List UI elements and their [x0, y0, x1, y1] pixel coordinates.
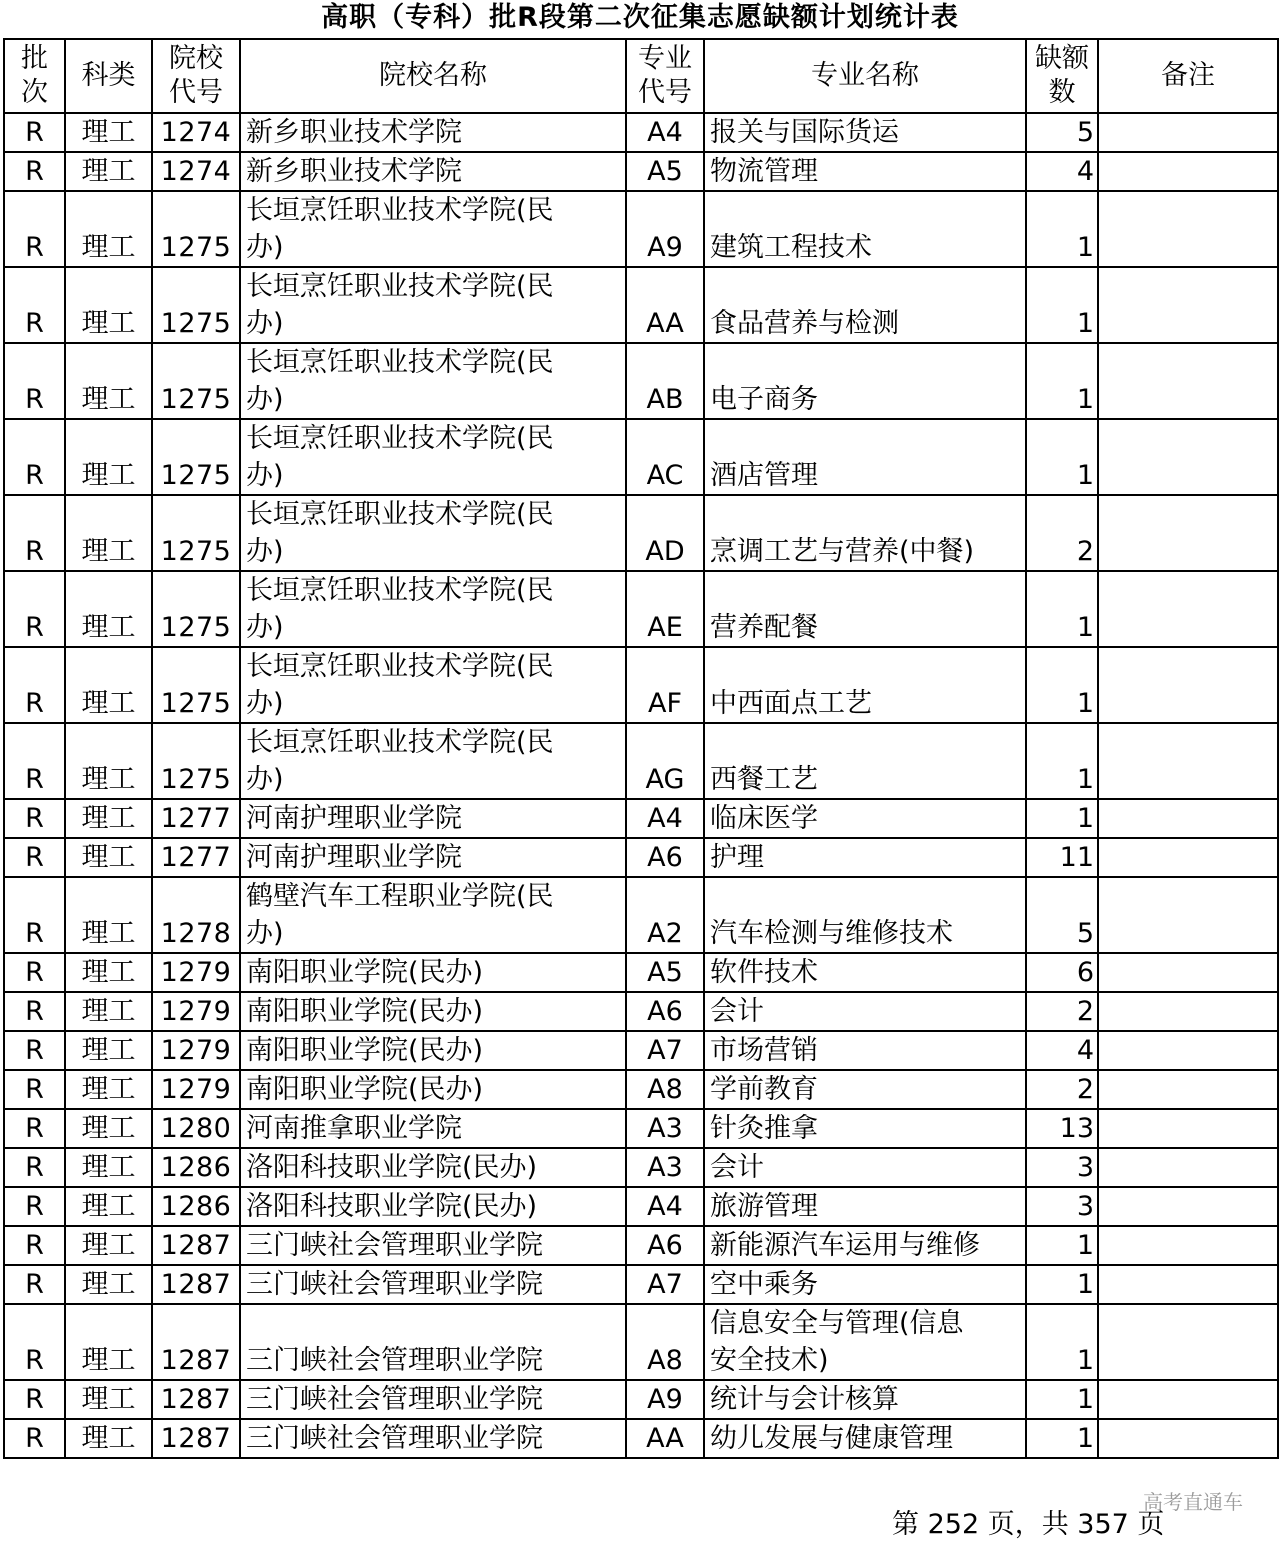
cell-category: 理工 [65, 1419, 152, 1458]
cell-note [1098, 267, 1278, 343]
cell-major-name: 旅游管理 [704, 1187, 1026, 1226]
cell-vacancy: 1 [1026, 1419, 1098, 1458]
page-title: 高职（专科）批R段第二次征集志愿缺额计划统计表 [321, 2, 959, 33]
cell-school-code: 1287 [152, 1304, 240, 1380]
cell-batch: R [4, 571, 65, 647]
cell-major-name: 信息安全与管理(信息 安全技术) [704, 1304, 1026, 1380]
cell-major-code: A4 [626, 1187, 704, 1226]
cell-school-code: 1275 [152, 723, 240, 799]
cell-major-name: 中西面点工艺 [704, 647, 1026, 723]
cell-batch: R [4, 723, 65, 799]
page-number: 第 252 页，共 357 页 [892, 1509, 1165, 1540]
table-row [4, 1187, 1278, 1226]
cell-vacancy: 5 [1026, 877, 1098, 953]
cell-school-code: 1275 [152, 191, 240, 267]
table-row [4, 1070, 1278, 1109]
cell-school-name: 长垣烹饪职业技术学院(民 办) [240, 191, 626, 267]
cell-note [1098, 953, 1278, 992]
cell-batch: R [4, 1226, 65, 1265]
cell-school-name: 新乡职业技术学院 [240, 152, 626, 191]
table-row [4, 1380, 1278, 1419]
cell-school-name: 长垣烹饪职业技术学院(民 办) [240, 723, 626, 799]
cell-major-code: A8 [626, 1070, 704, 1109]
cell-major-name: 食品营养与检测 [704, 267, 1026, 343]
table-header-row [4, 39, 1278, 113]
cell-category: 理工 [65, 992, 152, 1031]
header-vacancy: 缺额 数 [1026, 39, 1098, 113]
table-row [4, 191, 1278, 267]
cell-category: 理工 [65, 1187, 152, 1226]
cell-school-name: 三门峡社会管理职业学院 [240, 1419, 626, 1458]
cell-vacancy: 1 [1026, 1265, 1098, 1304]
cell-category: 理工 [65, 571, 152, 647]
cell-vacancy: 3 [1026, 1148, 1098, 1187]
header-note: 备注 [1098, 39, 1278, 113]
cell-vacancy: 2 [1026, 992, 1098, 1031]
cell-vacancy: 1 [1026, 1226, 1098, 1265]
cell-category: 理工 [65, 799, 152, 838]
table-row [4, 723, 1278, 799]
cell-major-code: AE [626, 571, 704, 647]
cell-major-code: A3 [626, 1148, 704, 1187]
cell-school-code: 1274 [152, 113, 240, 152]
table-body [4, 113, 1278, 1458]
table-row [4, 1031, 1278, 1070]
cell-school-code: 1279 [152, 1070, 240, 1109]
cell-category: 理工 [65, 343, 152, 419]
cell-major-code: A4 [626, 799, 704, 838]
cell-school-name: 长垣烹饪职业技术学院(民 办) [240, 343, 626, 419]
cell-school-name: 三门峡社会管理职业学院 [240, 1380, 626, 1419]
cell-major-code: A9 [626, 191, 704, 267]
cell-school-code: 1286 [152, 1187, 240, 1226]
cell-batch: R [4, 495, 65, 571]
cell-school-code: 1275 [152, 419, 240, 495]
cell-major-name: 会计 [704, 1148, 1026, 1187]
cell-major-code: AG [626, 723, 704, 799]
cell-major-code: AA [626, 267, 704, 343]
cell-batch: R [4, 419, 65, 495]
cell-school-code: 1274 [152, 152, 240, 191]
cell-school-code: 1275 [152, 343, 240, 419]
cell-major-code: A6 [626, 1226, 704, 1265]
cell-vacancy: 1 [1026, 647, 1098, 723]
cell-note [1098, 495, 1278, 571]
header-category: 科类 [65, 39, 152, 113]
cell-category: 理工 [65, 191, 152, 267]
table-row [4, 1304, 1278, 1380]
table-row [4, 1109, 1278, 1148]
cell-batch: R [4, 1109, 65, 1148]
cell-major-name: 物流管理 [704, 152, 1026, 191]
cell-note [1098, 1304, 1278, 1380]
table-row [4, 343, 1278, 419]
table-row [4, 647, 1278, 723]
cell-vacancy: 1 [1026, 267, 1098, 343]
cell-batch: R [4, 343, 65, 419]
cell-category: 理工 [65, 953, 152, 992]
header-major-name: 专业名称 [704, 39, 1026, 113]
cell-batch: R [4, 992, 65, 1031]
cell-major-name: 幼儿发展与健康管理 [704, 1419, 1026, 1458]
cell-batch: R [4, 1380, 65, 1419]
cell-school-name: 河南护理职业学院 [240, 799, 626, 838]
cell-vacancy: 1 [1026, 723, 1098, 799]
cell-major-name: 烹调工艺与营养(中餐) [704, 495, 1026, 571]
cell-school-name: 南阳职业学院(民办) [240, 992, 626, 1031]
cell-category: 理工 [65, 1148, 152, 1187]
cell-school-name: 长垣烹饪职业技术学院(民 办) [240, 495, 626, 571]
cell-school-code: 1280 [152, 1109, 240, 1148]
cell-vacancy: 1 [1026, 571, 1098, 647]
cell-major-code: A3 [626, 1109, 704, 1148]
table-row [4, 799, 1278, 838]
cell-vacancy: 1 [1026, 343, 1098, 419]
cell-batch: R [4, 953, 65, 992]
cell-major-name: 电子商务 [704, 343, 1026, 419]
cell-batch: R [4, 1148, 65, 1187]
cell-category: 理工 [65, 723, 152, 799]
table-row [4, 877, 1278, 953]
cell-major-code: AA [626, 1419, 704, 1458]
table-row [4, 1419, 1278, 1458]
cell-note [1098, 419, 1278, 495]
cell-school-code: 1277 [152, 838, 240, 877]
cell-school-code: 1287 [152, 1265, 240, 1304]
cell-category: 理工 [65, 1031, 152, 1070]
cell-vacancy: 13 [1026, 1109, 1098, 1148]
header-major-code: 专业 代号 [626, 39, 704, 113]
cell-major-name: 软件技术 [704, 953, 1026, 992]
header-school-code: 院校 代号 [152, 39, 240, 113]
cell-batch: R [4, 1304, 65, 1380]
table-row [4, 1265, 1278, 1304]
cell-major-name: 营养配餐 [704, 571, 1026, 647]
cell-note [1098, 723, 1278, 799]
cell-school-code: 1275 [152, 495, 240, 571]
cell-major-code: A6 [626, 992, 704, 1031]
cell-major-name: 西餐工艺 [704, 723, 1026, 799]
cell-category: 理工 [65, 113, 152, 152]
cell-major-code: A8 [626, 1304, 704, 1380]
cell-school-name: 河南护理职业学院 [240, 838, 626, 877]
cell-note [1098, 1419, 1278, 1458]
cell-note [1098, 113, 1278, 152]
cell-batch: R [4, 113, 65, 152]
cell-category: 理工 [65, 838, 152, 877]
cell-batch: R [4, 267, 65, 343]
cell-vacancy: 5 [1026, 113, 1098, 152]
cell-note [1098, 1265, 1278, 1304]
cell-school-code: 1278 [152, 877, 240, 953]
cell-school-code: 1277 [152, 799, 240, 838]
cell-note [1098, 191, 1278, 267]
cell-batch: R [4, 152, 65, 191]
cell-vacancy: 4 [1026, 152, 1098, 191]
cell-major-name: 会计 [704, 992, 1026, 1031]
table-row [4, 992, 1278, 1031]
cell-note [1098, 152, 1278, 191]
table-row [4, 1148, 1278, 1187]
cell-school-code: 1275 [152, 267, 240, 343]
cell-major-name: 报关与国际货运 [704, 113, 1026, 152]
cell-category: 理工 [65, 647, 152, 723]
cell-category: 理工 [65, 1380, 152, 1419]
cell-major-name: 学前教育 [704, 1070, 1026, 1109]
cell-note [1098, 992, 1278, 1031]
cell-category: 理工 [65, 495, 152, 571]
cell-vacancy: 4 [1026, 1031, 1098, 1070]
table-row [4, 1226, 1278, 1265]
cell-school-code: 1279 [152, 992, 240, 1031]
cell-category: 理工 [65, 419, 152, 495]
cell-note [1098, 1148, 1278, 1187]
cell-school-name: 南阳职业学院(民办) [240, 953, 626, 992]
cell-major-name: 建筑工程技术 [704, 191, 1026, 267]
cell-note [1098, 799, 1278, 838]
cell-vacancy: 3 [1026, 1187, 1098, 1226]
cell-vacancy: 2 [1026, 495, 1098, 571]
cell-school-name: 洛阳科技职业学院(民办) [240, 1148, 626, 1187]
cell-major-code: AB [626, 343, 704, 419]
cell-major-name: 汽车检测与维修技术 [704, 877, 1026, 953]
cell-batch: R [4, 877, 65, 953]
cell-major-code: A4 [626, 113, 704, 152]
cell-school-name: 三门峡社会管理职业学院 [240, 1304, 626, 1380]
cell-school-name: 新乡职业技术学院 [240, 113, 626, 152]
cell-batch: R [4, 191, 65, 267]
table-row [4, 495, 1278, 571]
cell-major-code: A9 [626, 1380, 704, 1419]
cell-batch: R [4, 1265, 65, 1304]
cell-category: 理工 [65, 1265, 152, 1304]
cell-major-code: A5 [626, 953, 704, 992]
cell-school-name: 长垣烹饪职业技术学院(民 办) [240, 647, 626, 723]
cell-school-code: 1275 [152, 571, 240, 647]
cell-major-name: 空中乘务 [704, 1265, 1026, 1304]
cell-note [1098, 571, 1278, 647]
cell-note [1098, 647, 1278, 723]
cell-vacancy: 1 [1026, 1304, 1098, 1380]
cell-vacancy: 1 [1026, 419, 1098, 495]
cell-batch: R [4, 1070, 65, 1109]
cell-major-code: A6 [626, 838, 704, 877]
header-batch: 批 次 [4, 39, 65, 113]
cell-batch: R [4, 1419, 65, 1458]
cell-note [1098, 1226, 1278, 1265]
cell-note [1098, 1187, 1278, 1226]
cell-major-code: AC [626, 419, 704, 495]
cell-vacancy: 1 [1026, 799, 1098, 838]
cell-category: 理工 [65, 1226, 152, 1265]
table-row [4, 571, 1278, 647]
cell-note [1098, 1070, 1278, 1109]
cell-category: 理工 [65, 877, 152, 953]
cell-vacancy: 2 [1026, 1070, 1098, 1109]
cell-school-name: 南阳职业学院(民办) [240, 1070, 626, 1109]
cell-school-code: 1275 [152, 647, 240, 723]
cell-school-name: 长垣烹饪职业技术学院(民 办) [240, 267, 626, 343]
cell-major-code: A2 [626, 877, 704, 953]
cell-category: 理工 [65, 267, 152, 343]
cell-major-code: A7 [626, 1265, 704, 1304]
cell-school-code: 1287 [152, 1226, 240, 1265]
cell-batch: R [4, 799, 65, 838]
cell-category: 理工 [65, 1109, 152, 1148]
cell-vacancy: 11 [1026, 838, 1098, 877]
cell-vacancy: 6 [1026, 953, 1098, 992]
cell-school-code: 1286 [152, 1148, 240, 1187]
table-row [4, 838, 1278, 877]
cell-major-code: A5 [626, 152, 704, 191]
cell-batch: R [4, 1187, 65, 1226]
cell-note [1098, 877, 1278, 953]
cell-school-name: 河南推拿职业学院 [240, 1109, 626, 1148]
table-row [4, 267, 1278, 343]
cell-school-name: 鹤壁汽车工程职业学院(民 办) [240, 877, 626, 953]
cell-major-name: 酒店管理 [704, 419, 1026, 495]
cell-school-name: 洛阳科技职业学院(民办) [240, 1187, 626, 1226]
cell-note [1098, 343, 1278, 419]
cell-school-code: 1279 [152, 1031, 240, 1070]
cell-school-name: 长垣烹饪职业技术学院(民 办) [240, 571, 626, 647]
watermark: 高考直通车 [1143, 1490, 1243, 1514]
cell-school-name: 三门峡社会管理职业学院 [240, 1265, 626, 1304]
cell-school-code: 1287 [152, 1380, 240, 1419]
cell-school-name: 三门峡社会管理职业学院 [240, 1226, 626, 1265]
table-row [4, 152, 1278, 191]
cell-school-code: 1287 [152, 1419, 240, 1458]
cell-school-name: 长垣烹饪职业技术学院(民 办) [240, 419, 626, 495]
vacancy-table [3, 38, 1279, 1459]
cell-vacancy: 1 [1026, 1380, 1098, 1419]
cell-note [1098, 1109, 1278, 1148]
cell-category: 理工 [65, 152, 152, 191]
cell-major-name: 统计与会计核算 [704, 1380, 1026, 1419]
cell-major-name: 临床医学 [704, 799, 1026, 838]
table-row [4, 953, 1278, 992]
cell-major-code: AD [626, 495, 704, 571]
table-row [4, 419, 1278, 495]
cell-major-name: 市场营销 [704, 1031, 1026, 1070]
cell-category: 理工 [65, 1070, 152, 1109]
cell-school-name: 南阳职业学院(民办) [240, 1031, 626, 1070]
cell-category: 理工 [65, 1304, 152, 1380]
cell-school-code: 1279 [152, 953, 240, 992]
cell-major-code: A7 [626, 1031, 704, 1070]
header-school-name: 院校名称 [240, 39, 626, 113]
cell-major-code: AF [626, 647, 704, 723]
cell-batch: R [4, 838, 65, 877]
cell-note [1098, 1380, 1278, 1419]
cell-major-name: 针灸推拿 [704, 1109, 1026, 1148]
cell-batch: R [4, 1031, 65, 1070]
cell-note [1098, 838, 1278, 877]
cell-major-name: 新能源汽车运用与维修 [704, 1226, 1026, 1265]
table-row [4, 113, 1278, 152]
cell-vacancy: 1 [1026, 191, 1098, 267]
cell-major-name: 护理 [704, 838, 1026, 877]
cell-note [1098, 1031, 1278, 1070]
cell-batch: R [4, 647, 65, 723]
